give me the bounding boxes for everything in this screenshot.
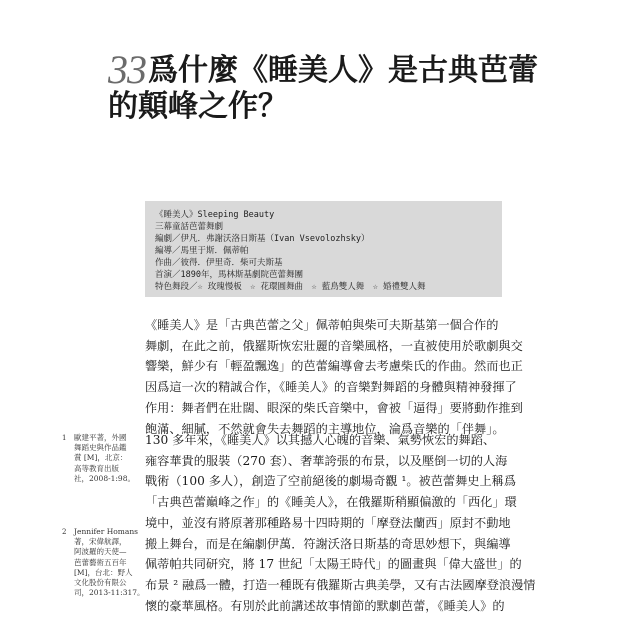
chapter-number: 33: [108, 47, 146, 92]
footnote-1: [62, 433, 135, 484]
info-line: 特色舞段／☆ 玫瑰慢板 ☆ 花環圓舞曲 ☆ 藍鳥雙人舞 ☆ 婚禮雙人舞: [155, 282, 426, 292]
paragraph-line: 布景 ² 融爲一體，打造一種既有俄羅斯古典美學，又有古法國摩登浪漫情: [145, 577, 536, 592]
paragraph-line: 境中，並沒有將原著那種路易十四時期的「摩登法蘭西」原封不動地: [145, 515, 511, 530]
info-line: 《睡美人》Sleeping Beauty: [155, 210, 275, 220]
footnote-line: 賞 [M]，北京：: [74, 453, 128, 463]
footnote-mark: 2: [62, 528, 67, 536]
paragraph-line: 作用：舞者們在壯闊、眼深的柴氏音樂中，會被「逼得」要將動作推到: [145, 400, 523, 415]
paragraph-line: 因爲這一次的精誠合作，《睡美人》的音樂對舞蹈的身體與精神發揮了: [145, 380, 517, 395]
info-line: 首演／1890年，馬林斯基劇院芭蕾舞團: [155, 270, 303, 280]
paragraph-line: 雍容華貴的服裝（270 套）、奢華誇張的布景，以及壓倒一切的人海: [145, 453, 508, 468]
paragraph-line: 舞劇，在此之前，俄羅斯恢宏壯麗的音樂風格，一直被使用於歌劇與交: [145, 338, 523, 353]
paragraph-line: 《睡美人》是「古典芭蕾之父」佩蒂帕與柴可夫斯基第一個合作的: [145, 318, 499, 332]
footnote-line: [M]，台北：野人: [74, 567, 133, 577]
body-paragraph-2: [145, 430, 536, 616]
footnote-line: 著，宋偉航譯，: [74, 537, 127, 547]
paragraph-line: 130 多年來，《睡美人》以其撼人心魄的音樂、氣勢恢宏的舞蹈、: [145, 433, 496, 447]
footnote-line: 歐建平著，外國: [74, 433, 127, 442]
paragraph-line: 戰術（100 多人），創造了空前絕後的劇場奇觀 ¹。被芭蕾舞史上稱爲: [145, 474, 517, 489]
paragraph-line: 佩蒂帕共同研究，將 17 世紀「太陽王時代」的圖畫與「偉大盛世」的: [145, 557, 522, 572]
info-line: 編導／馬里于斯．佩蒂帕: [155, 246, 249, 256]
work-info-box: [145, 201, 502, 297]
footnote-line: 司，2013-11:317。: [74, 588, 145, 598]
chapter-title-line-1: 爲什麼《睡美人》是古典芭蕾: [148, 53, 538, 88]
footnote-line: 高等教育出版: [74, 463, 119, 473]
chapter-title-line-2: 的顛峰之作？: [108, 89, 288, 124]
body-paragraph-1: [145, 315, 523, 439]
info-line: 編劇／伊凡．弗謝沃洛日斯基（Ivan Vsevolozhsky）: [155, 234, 370, 244]
footnote-line: 舞蹈史與作品鑑: [74, 443, 127, 453]
footnote-line: Jennifer Homans: [74, 527, 139, 536]
paragraph-line: 懷的豪華風格。有別於此前講述故事情節的默劇芭蕾，《睡美人》的: [145, 598, 505, 613]
paragraph-line: 搬上舞台，而是在編劇伊萬．符謝沃洛日斯基的奇思妙想下，與編導: [145, 536, 511, 551]
footnote-line: 社，2008-1:98。: [74, 473, 135, 483]
paragraph-line: 「古典芭蕾巔峰之作」的《睡美人》，在俄羅斯稍顯偏激的「西化」環: [145, 495, 517, 510]
paragraph-line: 響樂，鮮少有「輕盈飄逸」的芭蕾編導會去考慮柴氏的作曲。然而也正: [145, 359, 523, 374]
footnote-line: 芭蕾藝術五百年: [74, 557, 127, 567]
footnote-2: [62, 527, 145, 598]
footnote-line: 文化股份有限公: [74, 578, 127, 588]
info-line: 作曲／彼得．伊里奇．柴可夫斯基: [155, 258, 283, 268]
footnote-line: 阿波羅的天使—: [74, 547, 127, 557]
info-line: 三幕童話芭蕾舞劇: [155, 222, 224, 232]
paragraph-line: 飽滿、細膩，不然就會失去舞蹈的主導地位，淪爲音樂的「伴舞」。: [145, 421, 505, 436]
footnote-mark: 1: [62, 434, 67, 442]
